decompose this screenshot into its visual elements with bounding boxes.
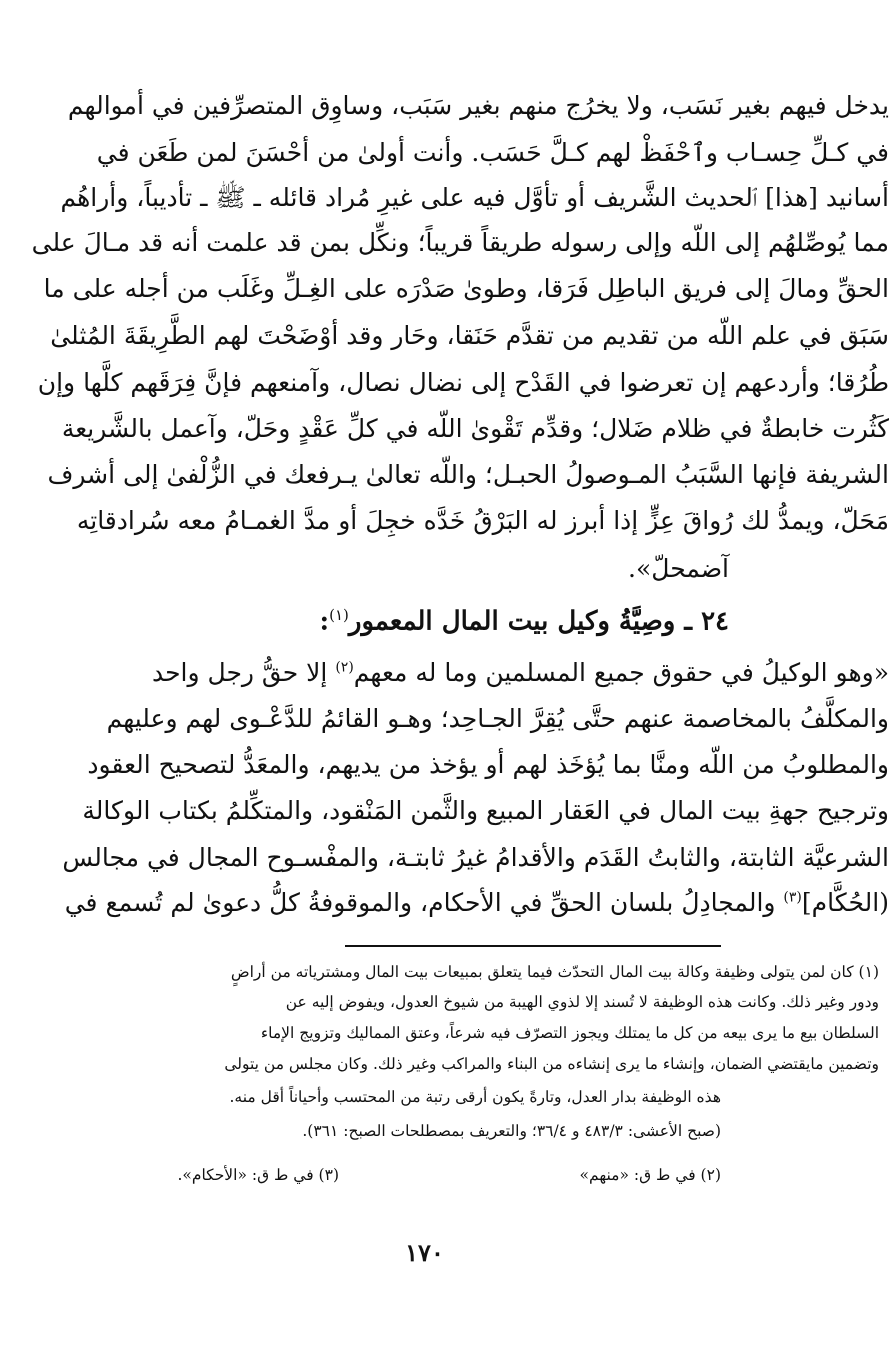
body-line-12: «وهو الوكيلُ في حقوق جميع المسلمين وما له معهم$^{(٢)}$ إلا حقُّ رجل واحد [151,658,889,687]
page-number: ١٧٠ [405,1238,444,1267]
body-line-15: وترجيح جهةِ بيت المال في العَقار المبيع والثَّمن المَنْقود، والمتكِّلمُ بكتاب الوكالة [82,796,889,825]
body-line-17: (الحُكَّام]$^{(٣)}$ والمجادِلُ بلسان الحقِّ في الأحكام، والموقوفةُ كلُّ دعوىٰ لم تُسمع في [64,888,889,917]
footnote-1-line-5: هذه الوظيفة بدار العدل، وتارةً يكون أرقى رتبة من المحتسب وأحياناً أقل منه. [229,1088,721,1106]
footnote-ref-2: (٢) [335,659,354,676]
section-heading [320,606,729,637]
footnote-1-line-3: السلطان بيع ما يرى بيعه من كل ما يمتلك ويجوز التصرّف فيه شرعاً، وعتق المماليك وتزويج الإماء [260,1024,879,1042]
footnote-1-line-4: وتضمين مايقتضي الضمان، وإنشاء ما يرى إنشاءه من البناء والمراكب وغير ذلك. وكان مجلس من يتولى [224,1055,879,1073]
body-line-3: أسانيد [هذا] ٱلحديث الشَّريف أو تأوَّل فيه على غيرِ مُراد قائله ـ ﷺ ـ تأديباً، وأراهُم [60,183,889,212]
body-line-11: آضمحلّ». [628,554,729,583]
footnote-3: (٣) في ط ق: «الأحكام». [177,1166,339,1184]
body-line-9: الشريفة فإنها السَّبَبُ المـوصولُ الحبـل؛ واللّه تعالىٰ يـرفعك في الزُّلْفىٰ إلى أشرف [47,460,889,489]
footnote-ref-3: (٣) [783,889,802,906]
section-heading-colon: : [319,606,330,637]
footnote-1-line-2: ودور وغير ذلك. وكانت هذه الوظيفة لا تُسند إلا لذوي الهيبة من شيوخ العدول، ويفوض إليه عن [285,993,879,1011]
body-line-7: طُرُقا؛ وأردعهم إن تعرضوا في القَدْح إلى نضال نصال، وآمنعهم فإنَّ فِرَقَهم كلَّها وإن [37,368,889,397]
body-line-6: سَبَق في علم اللّه من تقديم من تقدَّم حَنَقا، وحَار وقد أوْضَحْتَ لهم الطَّرِيقَةَ المُثلىٰ [50,321,889,350]
body-line-13: والمكلَّفُ بالمخاصمة عنهم حتَّى يُقِرَّ الجـاحِد؛ وهـو القائمُ للدَّعْـوى لهم وعليهم [106,704,889,733]
body-line-16: الشرعيَّة الثابتة، والثابتُ القَدَم والأقدامُ غيرُ ثابتـة، والمفْسـوح المجال في مجالس [62,843,889,872]
body-line-2: في كـلِّ حِسـاب وٱحْفَظْ لهم كـلَّ حَسَب. وأنت أولىٰ من أحْسَنَ لمن طَعَن في [96,138,889,167]
footnote-separator [345,945,721,947]
body-line-8: كَثُرت خابطةٌ في ظلام ضَلال؛ وقدِّم تَقْوىٰ اللّه في كلِّ عَقْدٍ وحَلّ، وآعمل بالشَّريعة [61,414,889,443]
footnote-1-source: (صبح الأعشى: ٤٨٣/٣ و ٣٦/٤؛ والتعريف بمصطلحات الصبح: ٣٦١). [302,1122,721,1140]
body-line-1: يدخل فيهم بغير نَسَب، ولا يخرُج منهم بغير سَبَب، وساوِق المتصرِّفين في أموالهم [67,91,889,120]
section-heading-text: ٢٤ ـ وصِيَّةُ وكيل بيت المال المعمور [348,606,729,637]
body-line-5: الحقِّ ومالَ إلى فريق الباطِل فَرَقا، وطوىٰ صَدْرَه على الغِـلِّ وغَلَب من أجله على ما [43,274,889,303]
body-line-14: والمطلوبُ من اللّه ومنَّا بما يُؤخَذ لهم أو يؤخذ من يديهم، والمعَدُّ لتصحيح العقود [87,750,889,779]
footnote-1-line-1: (١) كان لمن يتولى وظيفة وكالة بيت المال التحدّث فيما يتعلق بمبيعات بيت المال ومشترياته من أراضٍ [230,963,879,981]
footnote-ref-1: (١) [329,606,349,624]
footnote-2: (٢) في ط ق: «منهم» [579,1166,721,1184]
body-line-10: مَحَلّ، ويمدُّ لك رُواقَ عِزٍّ إذا أبرز له البَرْقُ خَدَّه خجِلَ أو مدَّ الغمـامُ معه سُرادقاتِه [76,506,889,535]
body-line-4: مما يُوصِّلهُم إلى اللّه وإلى رسوله طريقاً قريباً؛ ونكِّل بمن قد علمت أنه قد مـالَ على [31,228,889,257]
